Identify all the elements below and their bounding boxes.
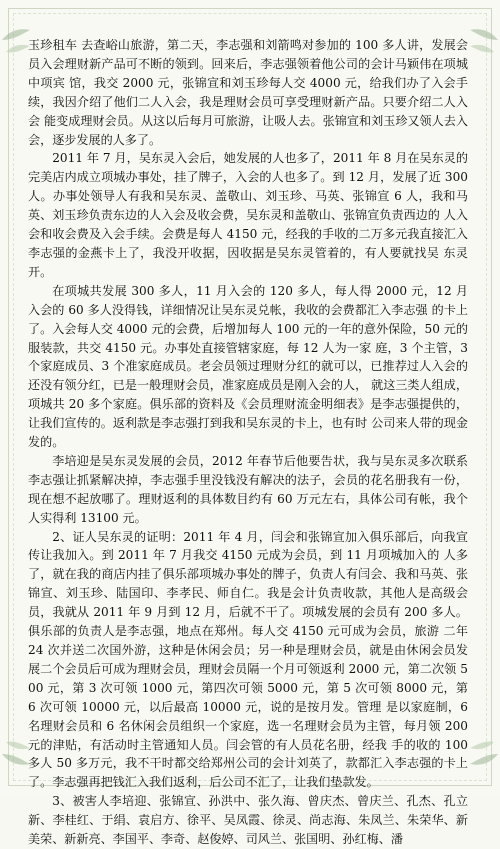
- paragraph: 3、被害人李培迎、张锦宣、孙洪中、张久海、曾庆杰、曾庆兰、孔杰、孔立新、李桂红、于绢、袁启方、徐平、吴凤霞、徐灵、尚志海、朱凤兰、朱荣华、新 美荣、新新亮、李国平、李奇、赵俊婷、司风兰、张国明、孙红梅、潘: [28, 794, 468, 847]
- paragraph: 2、证人吴东灵的证明：2011 年 4 月，闫会和张锦宣加入俱乐部后，向我宣传让我加入。到 2011 年 7 月我交 4150 元成为会员，到 11 月项城加入的 人多了，就在我的商店内挂了俱乐部项城办事处的牌子，负责人有闫会、我和马英、张锦宣、刘玉珍、陆国印、李孝民、师自仁。我是会计负责收款，其他人是高级会员，我就从 2011 年 9 月到 12 月，后就不干了。项城发展的会员有 200 多人。俱乐部的负责人是李志强，地点在郑州。每人交 4150 元可成为会员，旅游 二年 24 次并送二次国外游，这种是休闲会员；另一种是理财会员，就是由休闲会员发展二个会员后可成为理财会员，理财会员隔一个月可领返利 2000 元，第二次领 500 元，第 3 次可领 1000 元，第四次可领 5000 元，第 5 次可领 8000 元，第 6 次可领 10000 元，以后最高 10000 元，说的是按月发。管理 是以家庭制，6 名理财会员和 6 名休闲会员组织一个家庭，选一名理财会员为主管，每月领 200 元的津贴，有活动时主管通知人员。闫会管的有人员花名册，经我 手的收的 100 多人 50 多万元，我不干时都交给郑州公司的会计刘英了，款都汇入李志强的卡上了。李志强再把钱汇入我们返利，后公司不汇了，让我们垫款发。: [28, 529, 468, 790]
- paragraph: 2011 年 7 月，吴东灵入会后，她发展的人也多了，2011 年 8 月在吴东灵的完美店内成立项城办事处，挂了牌子，入会的人也多了。到 12 月，发展了近 300 人。办事处领导人有我和吴东灵、盖敬山、刘玉珍、马英、张锦宣 6 人，我和马英、刘玉珍负责东边的人入会及收会费，吴东灵和盖敬山、张锦宣负责西边的 人入会和收会费及入会手续。会费是每人 4150 元，经我的手收的二万多元我直接汇入李志强的金燕卡上了，我没开收据，因收据是吴东灵管着的，有人要就找吴 东灵开。: [28, 151, 468, 279]
- document-body: [28, 36, 468, 849]
- paragraph: 在项城共发展 300 多人，11 月入会的 120 多人，每人得 2000 元，12 月入会的 60 多人没得钱，详细情况让吴东灵兑帐，我收的会费都汇入李志强 的卡上了。入会每人交 4000 元的会费，后增加每人 100 元的一年的意外保险，50 元的服装款，共交 4150 元。办事处直接管辖家庭，每 12 人为一家 庭，3 个主管，3 个家庭成员、3 个准家庭成员。老会员领过理财分红的就可以，已推荐过人入会的还没有领分红，已是一般理财会员，准家庭成员是刚入会的人， 就这三类人组成，项城共 20 多个家庭。俱乐部的资料及《会员理财流金明细表》是李志强提供的，让我们宣传的。返利款是李志强打到我和吴东灵的卡上，也有时 公司来人带的现金发的。: [28, 283, 468, 450]
- paragraph: 李培迎是吴东灵发展的会员，2012 年春节后他要告状，我与吴东灵多次联系李志强让抓紧解决掉，李志强手里没钱没有解决的法子，会员的花名册我有一份，现在想不起放哪了。理财返利的具体数目约有 60 万元左右，具体公司有帐，我个人实得利 13100 元。: [28, 453, 468, 525]
- paragraph: 玉珍租车 去查峪山旅游，第二天，李志强和刘箭鸣对参加的 100 多人讲，发展会员入会理财新产品可不断的领到。回来后，李志强领着他公司的会计马颖伟在项城中项宾 馆，我交 2000 元，张锦宣和刘玉珍每人交 4000 元，给我们办了入会手续，我因介绍了他们二人入会，我是理财会员可享受理财新产品。只要介绍二人入会 能变成理财会员。从这以后每月可旅游，让吸人去。张锦宣和刘玉珍又领人去入会，逐步发展的人多了。: [28, 38, 468, 147]
